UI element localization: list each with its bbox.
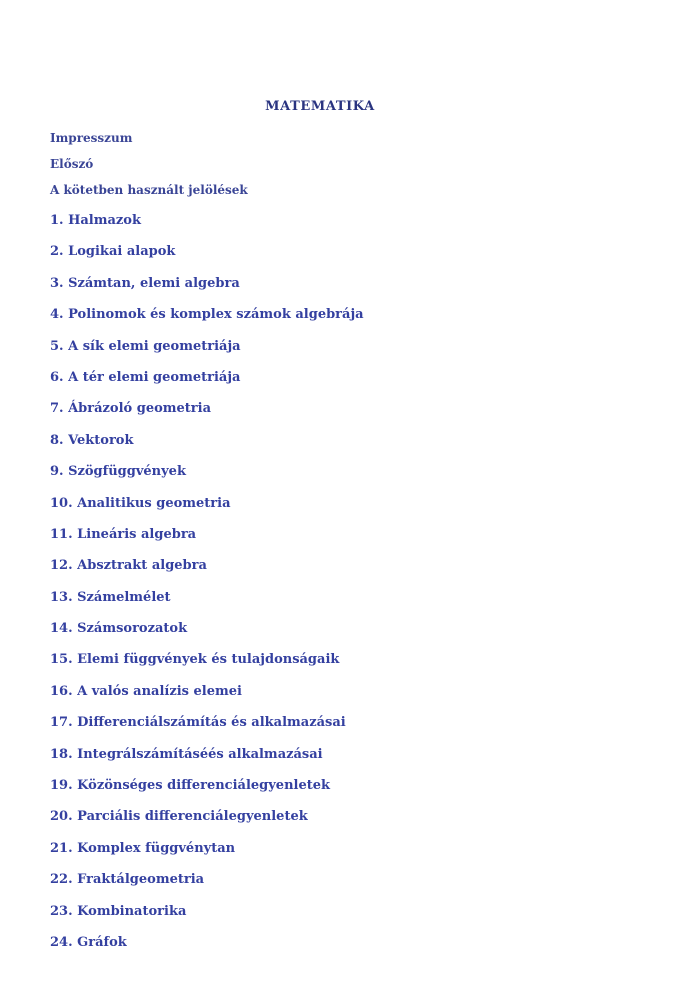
toc-link-chapter-2[interactable]: 2. Logikai alapok bbox=[50, 244, 176, 260]
toc-link-chapter-23[interactable]: 23. Kombinatorika bbox=[50, 903, 187, 919]
toc-link-chapter-7[interactable]: 7. Ábrázoló geometria bbox=[50, 401, 212, 417]
toc-link-chapter-24[interactable]: 24. Gráfok bbox=[50, 934, 127, 950]
toc-link-chapter-9[interactable]: 9. Szögfüggvények bbox=[50, 464, 186, 480]
toc-link-chapter-18[interactable]: 18. Integrálszámításéés alkalmazásai bbox=[50, 746, 323, 762]
toc-link-chapter-12[interactable]: 12. Absztrakt algebra bbox=[50, 558, 207, 574]
toc-link-chapter-1[interactable]: 1. Halmazok bbox=[50, 213, 141, 228]
toc-link-chapter-8[interactable]: 8. Vektorok bbox=[50, 432, 134, 448]
toc-link-chapter-20[interactable]: 20. Parciális differenciálegyenletek bbox=[50, 809, 308, 825]
toc-link-impresszum[interactable]: Impresszum bbox=[50, 131, 133, 145]
toc-link-chapter-6[interactable]: 6. A tér elemi geometriája bbox=[50, 369, 241, 385]
toc-link-chapter-19[interactable]: 19. Közönséges differenciálegyenletek bbox=[50, 778, 331, 794]
toc-link-chapter-4[interactable]: 4. Polinomok és komplex számok algebrája bbox=[50, 307, 364, 323]
toc-link-chapter-16[interactable]: 16. A valós analízis elemei bbox=[50, 683, 242, 699]
toc-link-eloszo[interactable]: Előszó bbox=[50, 157, 94, 171]
toc-link-chapter-14[interactable]: 14. Számsorozatok bbox=[50, 621, 188, 637]
toc-link-chapter-13[interactable]: 13. Számelmélet bbox=[50, 589, 171, 605]
toc-link-chapter-21[interactable]: 21. Komplex függvénytan bbox=[50, 840, 236, 856]
toc-link-chapter-5[interactable]: 5. A sík elemi geometriája bbox=[50, 338, 241, 354]
document-title: MATEMATIKA bbox=[265, 99, 375, 114]
front-matter-list bbox=[50, 129, 248, 207]
toc-link-chapter-11[interactable]: 11. Lineáris algebra bbox=[50, 526, 197, 542]
chapter-list bbox=[50, 211, 364, 964]
toc-link-chapter-3[interactable]: 3. Számtan, elemi algebra bbox=[50, 275, 240, 291]
toc-link-chapter-17[interactable]: 17. Differenciálszámítás és alkalmazásai bbox=[50, 715, 346, 731]
toc-link-chapter-22[interactable]: 22. Fraktálgeometria bbox=[50, 872, 205, 888]
toc-link-chapter-10[interactable]: 10. Analitikus geometria bbox=[50, 495, 231, 511]
toc-link-jelolesek[interactable]: A kötetben használt jelölések bbox=[50, 183, 248, 197]
toc-link-chapter-15[interactable]: 15. Elemi függvények és tulajdonságaik bbox=[50, 652, 340, 668]
